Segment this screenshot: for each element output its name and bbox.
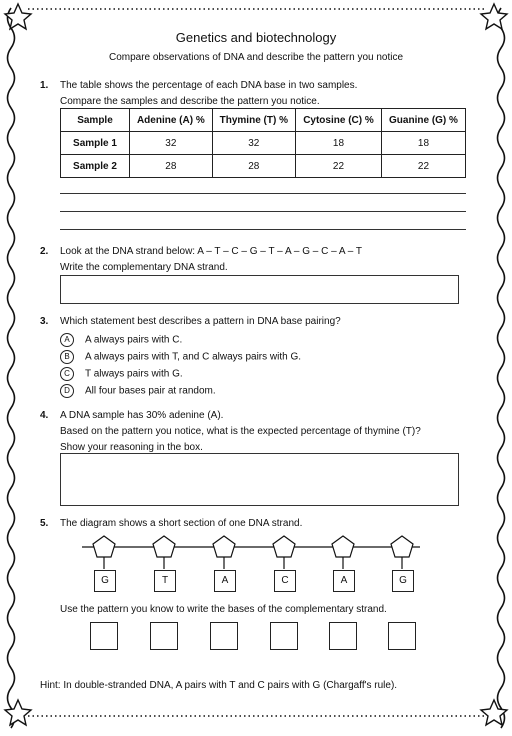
page-subtitle: Compare observations of DNA and describe the pattern you notice (108, 52, 404, 63)
table-cell: 32 (212, 132, 295, 155)
border-left-wave (8, 8, 15, 728)
sugar-pentagon-icon (213, 536, 235, 557)
col-thymine: Thymine (T) % (212, 109, 295, 132)
option-a-text: A always pairs with C. (85, 334, 183, 346)
base-box-4: C (274, 570, 296, 592)
table-cell: 28 (212, 155, 295, 178)
base-box-5: A (333, 570, 355, 592)
sugar-pentagon-icon (391, 536, 413, 557)
option-d-text: All four bases pair at random. (85, 385, 216, 397)
option-circle-b[interactable]: B (60, 350, 74, 364)
q4-line1: A DNA sample has 30% adenine (A). (60, 410, 224, 421)
q1-line2: Compare the samples and describe the pattern you notice. (60, 96, 320, 107)
table-cell: 22 (381, 155, 465, 178)
table-cell: 18 (381, 132, 465, 155)
border-right-wave (498, 8, 505, 728)
dna-strand-diagram (0, 530, 512, 594)
complement-answer-box-3[interactable] (210, 622, 238, 650)
q4-number: 4. (40, 410, 49, 421)
table-cell: 22 (295, 155, 381, 178)
col-guanine: Guanine (G) % (381, 109, 465, 132)
q1-line1: The table shows the percentage of each DNA base in two samples. (60, 80, 358, 91)
col-cytosine: Cytosine (C) % (295, 109, 381, 132)
option-b-text: A always pairs with T, and C always pairs with G. (85, 351, 302, 363)
q5-number: 5. (40, 518, 49, 529)
answer-line-1[interactable] (60, 193, 466, 194)
q3-option-a[interactable] (60, 333, 182, 347)
table-cell: 32 (130, 132, 213, 155)
q3-option-d[interactable] (60, 384, 216, 398)
sugar-pentagon-icon (332, 536, 354, 557)
q5-line2: Use the pattern you know to write the bases of the complementary strand. (60, 604, 387, 615)
q3-question: Which statement best describes a pattern in DNA base pairing? (60, 316, 341, 327)
base-box-6: G (392, 570, 414, 592)
complement-answer-box-2[interactable] (150, 622, 178, 650)
q4-line3: Show your reasoning in the box. (60, 442, 203, 453)
complement-answer-box-1[interactable] (90, 622, 118, 650)
q2-answer-box[interactable] (60, 275, 459, 304)
col-adenine: Adenine (A) % (130, 109, 213, 132)
page-title: Genetics and biotechnology (175, 30, 337, 45)
complement-answer-box-4[interactable] (270, 622, 298, 650)
table-row (61, 132, 466, 155)
base-box-2: T (154, 570, 176, 592)
sugar-pentagon-icon (153, 536, 175, 557)
table-header-row (61, 109, 466, 132)
nucleotide-4 (273, 536, 295, 569)
star-icon-top-right (481, 4, 507, 29)
table-cell: 18 (295, 132, 381, 155)
table-cell: 28 (130, 155, 213, 178)
option-c-text: T always pairs with G. (85, 368, 183, 380)
q3-number: 3. (40, 316, 49, 327)
q3-option-c[interactable] (60, 367, 183, 381)
q4-reasoning-box[interactable] (60, 453, 459, 506)
nucleotide-1 (93, 536, 115, 569)
q1-text (60, 78, 357, 110)
option-circle-c[interactable]: C (60, 367, 74, 381)
q4-line2: Based on the pattern you notice, what is the expected percentage of thymine (T)? (60, 426, 421, 437)
base-box-3: A (214, 570, 236, 592)
q2-text (60, 244, 362, 276)
q2-line2: Write the complementary DNA strand. (60, 262, 228, 273)
nucleotide-3 (213, 536, 235, 569)
complement-answer-box-5[interactable] (329, 622, 357, 650)
table-cell: Sample 2 (61, 155, 130, 178)
nucleotide-6 (391, 536, 413, 569)
base-box-1: G (94, 570, 116, 592)
nucleotide-5 (332, 536, 354, 569)
answer-line-3[interactable] (60, 229, 466, 230)
answer-line-2[interactable] (60, 211, 466, 212)
table-row (61, 155, 466, 178)
col-sample: Sample (61, 109, 130, 132)
q3-option-b[interactable] (60, 350, 301, 364)
q2-line1: Look at the DNA strand below: A – T – C – G – T – A – G – C – A – T (60, 246, 363, 257)
dna-base-table (60, 108, 466, 178)
hint-text: Hint: In double-stranded DNA, A pairs with T and C pairs with G (Chargaff's rule). (40, 680, 398, 691)
table-cell: Sample 1 (61, 132, 130, 155)
q1-number: 1. (40, 80, 49, 91)
option-circle-a[interactable]: A (60, 333, 74, 347)
complement-answer-box-6[interactable] (388, 622, 416, 650)
nucleotide-2 (153, 536, 175, 569)
q4-text (60, 408, 421, 456)
sugar-pentagon-icon (273, 536, 295, 557)
q2-number: 2. (40, 246, 49, 257)
q5-line1: The diagram shows a short section of one DNA strand. (60, 518, 303, 529)
option-circle-d[interactable]: D (60, 384, 74, 398)
star-icon-bottom-right (481, 700, 507, 725)
sugar-pentagon-icon (93, 536, 115, 557)
